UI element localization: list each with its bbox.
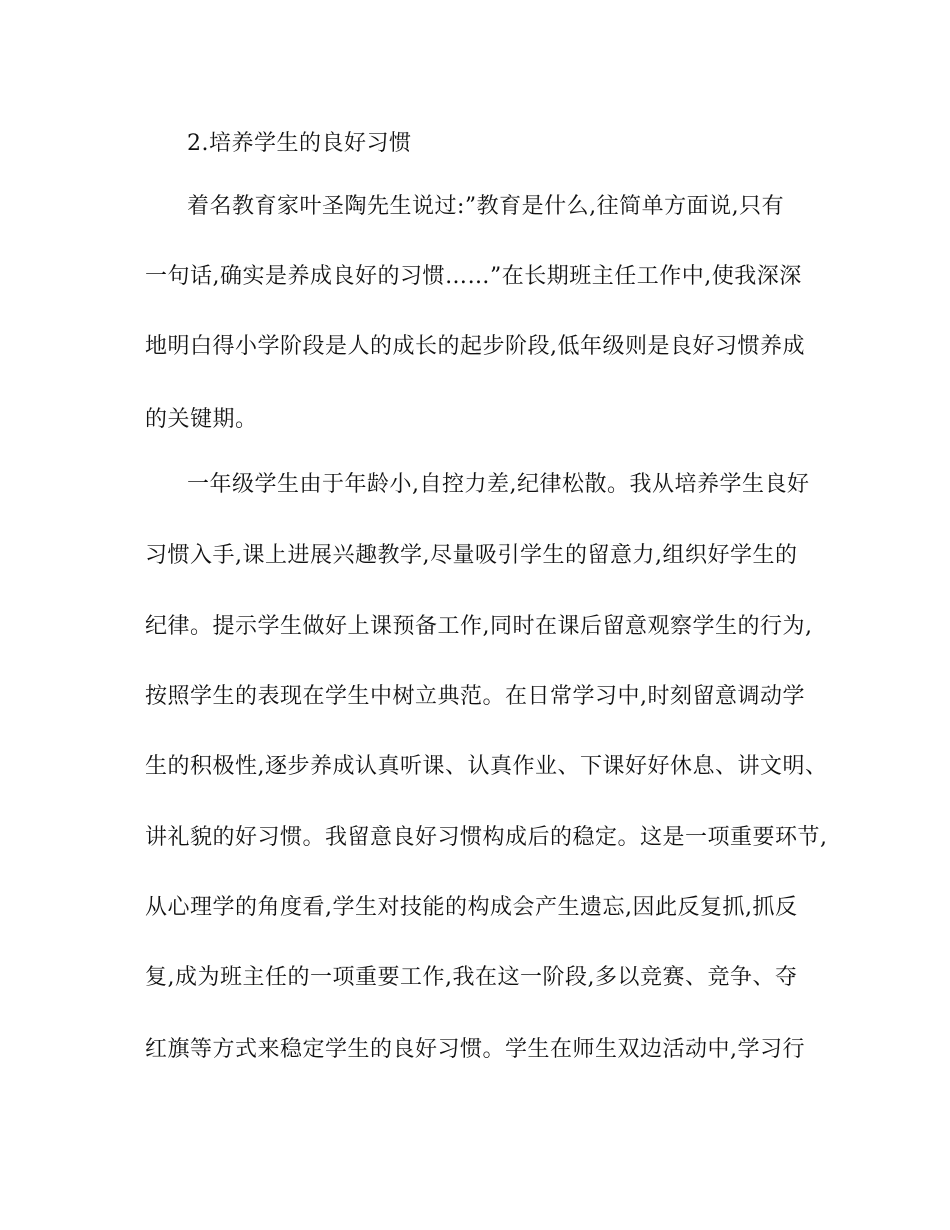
paragraph-2-line-9: 红旗等方式来稳定学生的良好习惯。学生在师生双边活动中,学习行 bbox=[145, 1037, 805, 1062]
paragraph-1-line-2: 一句话,确实是养成良好的习惯……”在长期班主任工作中,使我深深 bbox=[145, 264, 802, 289]
paragraph-1-line-3: 地明白得小学阶段是人的成长的起步阶段,低年级则是良好习惯养成 bbox=[145, 334, 805, 359]
paragraph-2-line-6: 讲礼貌的好习惯。我留意良好习惯构成后的稳定。这是一项重要环节, bbox=[145, 825, 828, 850]
paragraph-1-line-4: 的关键期。 bbox=[145, 407, 258, 432]
paragraph-2-line-4: 按照学生的表现在学生中树立典范。在日常学习中,时刻留意调动学 bbox=[145, 684, 805, 709]
paragraph-2-line-7: 从心理学的角度看,学生对技能的构成会产生遗忘,因此反复抓,抓反 bbox=[145, 895, 798, 920]
paragraph-2-line-5: 生的积极性,逐步养成认真听课、认真作业、下课好好休息、讲文明、 bbox=[145, 754, 828, 779]
paragraph-2-line-2: 习惯入手,课上进展兴趣教学,尽量吸引学生的留意力,组织好学生的 bbox=[145, 543, 798, 568]
paragraph-2-line-3: 纪律。提示学生做好上课预备工作,同时在课后留意观察学生的行为, bbox=[145, 614, 813, 639]
paragraph-1-line-1: 着名教育家叶圣陶先生说过:”教育是什么,往简单方面说,只有 bbox=[187, 194, 785, 219]
paragraph-2-line-1: 一年级学生由于年龄小,自控力差,纪律松散。我从培养学生良好 bbox=[187, 472, 810, 497]
section-heading: 2.培养学生的良好习惯 bbox=[187, 131, 412, 156]
paragraph-2-line-8: 复,成为班主任的一项重要工作,我在这一阶段,多以竞赛、竞争、夺 bbox=[145, 965, 798, 990]
